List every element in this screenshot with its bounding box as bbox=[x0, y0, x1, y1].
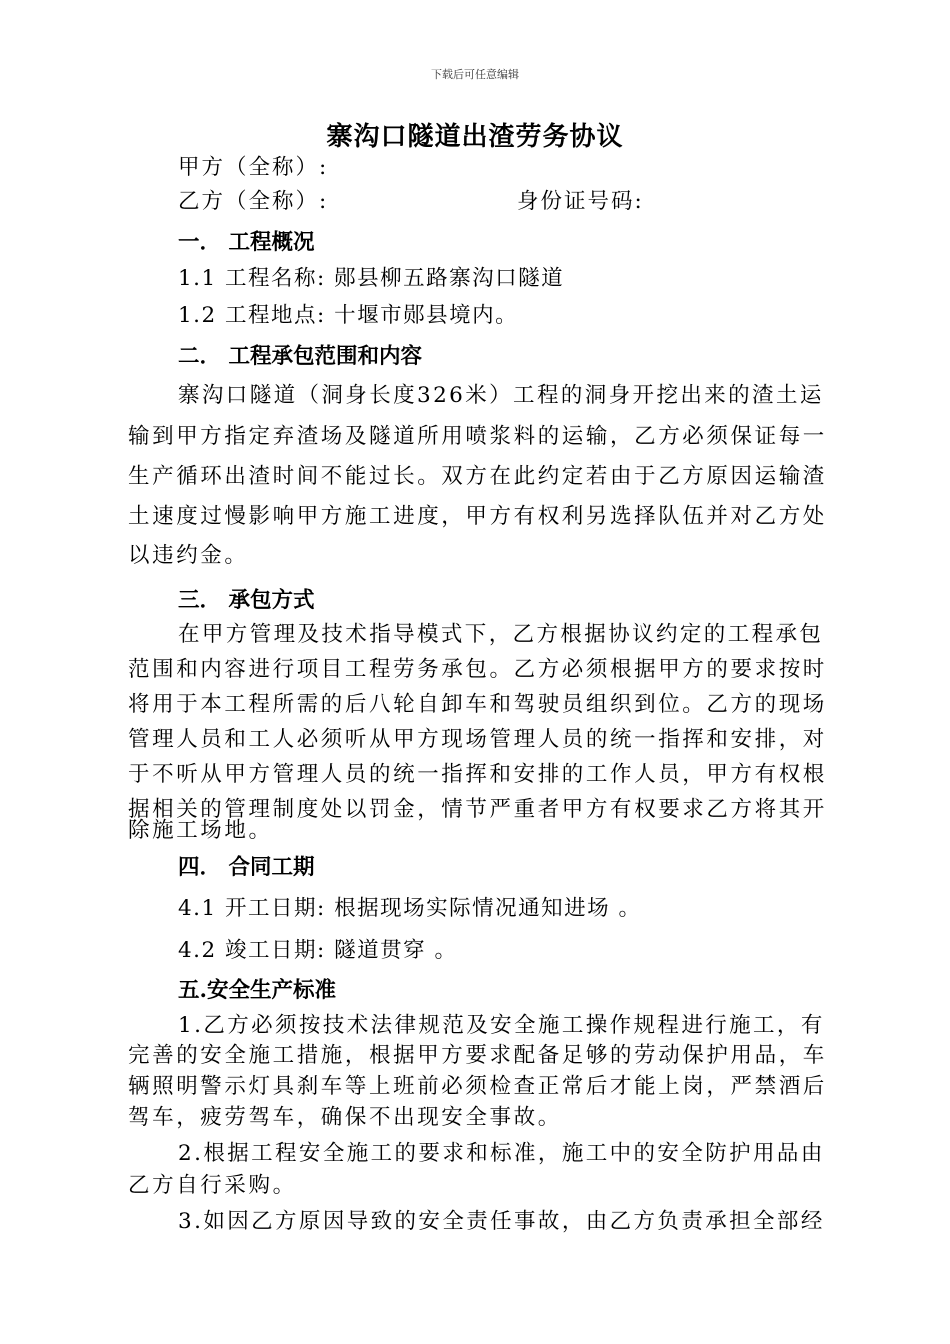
section-5-line: 乙方自行采购。 bbox=[128, 1173, 297, 1198]
section-2-line: 输到甲方指定弃渣场及隧道所用喷浆料的运输，乙方必须保证每一 bbox=[128, 424, 827, 449]
section-3-line: 在甲方管理及技术指导模式下，乙方根据协议约定的工程承包 bbox=[178, 622, 824, 647]
section-4-item-1: 4.1 开工日期: 根据现场实际情况通知进场 。 bbox=[178, 896, 642, 921]
section-5-line: 1.乙方必须按技术法律规范及安全施工操作规程进行施工，有 bbox=[178, 1013, 825, 1038]
id-number-label: 身份证号码: bbox=[517, 189, 644, 214]
section-3-line: 据相关的管理制度处以罚金，情节严重者甲方有权要求乙方将其开 bbox=[128, 797, 827, 822]
section-2-line: 生产循环出渣时间不能过长。双方在此约定若由于乙方原因运输渣 bbox=[128, 464, 827, 489]
section-5-heading: 五.安全生产标准 bbox=[178, 978, 336, 1003]
section-2-line: 寨沟口隧道（洞身长度326米）工程的洞身开挖出来的渣土运 bbox=[178, 383, 824, 408]
section-2-heading: 二． 工程承包范围和内容 bbox=[178, 344, 422, 369]
section-3-line: 管理人员和工人必须听从甲方现场管理人员的统一指挥和安排，对 bbox=[128, 727, 827, 752]
section-3-heading: 三． 承包方式 bbox=[178, 588, 315, 613]
section-3-line: 除施工场地。 bbox=[128, 818, 273, 843]
section-3-line: 范围和内容进行项目工程劳务承包。乙方必须根据甲方的要求按时 bbox=[128, 657, 827, 682]
section-1-item-1: 1.1 工程名称: 郧县柳五路寨沟口隧道 bbox=[178, 266, 565, 291]
section-3-line: 于不听从甲方管理人员的统一指挥和安排的工作人员，甲方有权根 bbox=[128, 762, 827, 787]
section-5-line: 驾车，疲劳驾车，确保不出现安全事故。 bbox=[128, 1105, 562, 1130]
section-4-item-2: 4.2 竣工日期: 隧道贯穿 。 bbox=[178, 938, 458, 963]
header-note: 下载后可任意编辑 bbox=[431, 68, 519, 81]
party-a-label: 甲方（全称）: bbox=[178, 155, 329, 180]
section-5-line: 完善的安全施工措施，根据甲方要求配备足够的劳动保护用品，车 bbox=[128, 1043, 827, 1068]
section-5-line: 3.如因乙方原因导致的安全责任事故，由乙方负责承担全部经 bbox=[178, 1209, 825, 1234]
party-b-label: 乙方（全称）: bbox=[178, 189, 329, 214]
section-5-line: 2.根据工程安全施工的要求和标准，施工中的安全防护用品由 bbox=[178, 1141, 825, 1166]
section-3-line: 将用于本工程所需的后八轮自卸车和驾驶员组织到位。乙方的现场 bbox=[128, 692, 827, 717]
section-1-item-2: 1.2 工程地点: 十堰市郧县境内。 bbox=[178, 303, 519, 328]
section-2-line: 以违约金。 bbox=[128, 543, 249, 568]
section-2-line: 土速度过慢影响甲方施工进度，甲方有权利另选择队伍并对乙方处 bbox=[128, 504, 827, 529]
section-4-heading: 四． 合同工期 bbox=[178, 855, 315, 880]
section-5-line: 辆照明警示灯具刹车等上班前必须检查正常后才能上岗，严禁酒后 bbox=[128, 1074, 827, 1099]
document-title: 寨沟口隧道出渣劳务协议 bbox=[326, 122, 624, 152]
section-1-heading: 一． 工程概况 bbox=[178, 230, 315, 255]
